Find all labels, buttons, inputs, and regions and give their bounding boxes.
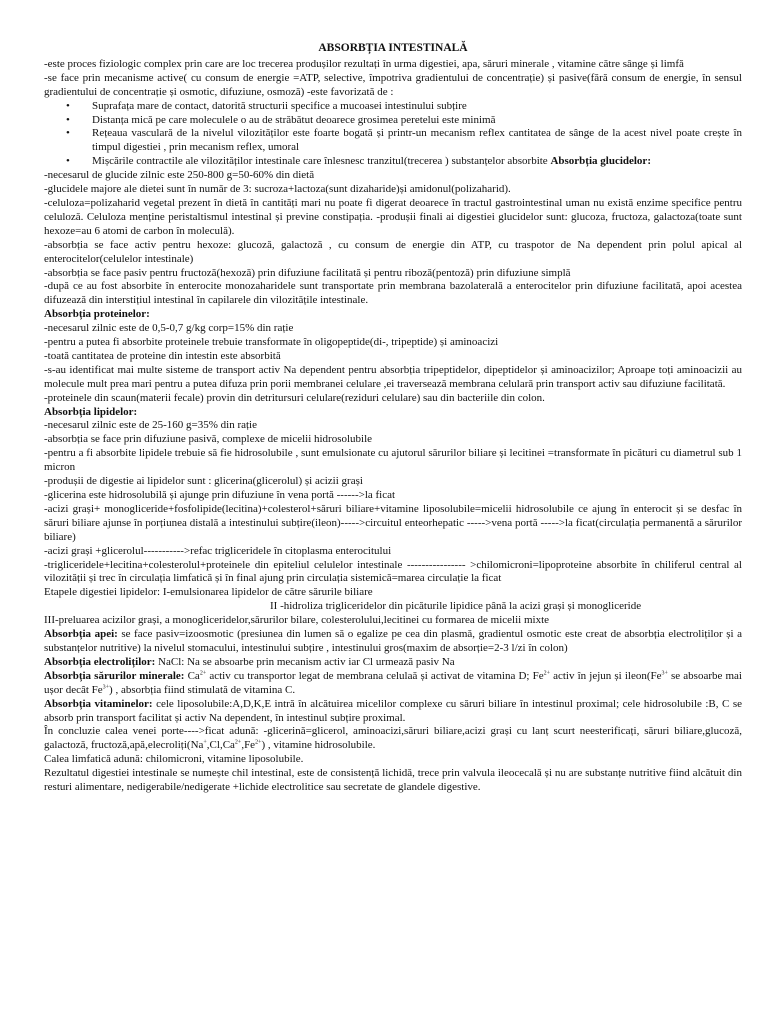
paragraph: -acizi grași+ monogliceride+fosfolipide(lecitina)+colesterol+săruri biliare+vitamine liposolubile=micelii hidrosolubile ce ajung în enterocit și se desfac în săruri biliare ajunse în porțiunea distală a intestinului subțire(ileon)----->circuitul enteorhepatic ----->vena portă ----->la ficat(circulația permanentă a sărurilor biliare) — [44, 502, 742, 543]
paragraph: -trigliceridele+lecitina+colesterolul+proteinele din epiteliul celulelor intestinale ---------------- >chilomicroni=lipoproteine absorbite în chiliferul central al vilozității și trec în circulația limfatică și în final ajung prin circulația sistemică=marea circulație la ficat — [44, 558, 742, 585]
paragraph: -necesarul zilnic este de 0,5-0,7 g/kg corp=15% din rație — [44, 322, 294, 335]
paragraph-concluzie — [44, 725, 742, 753]
page-title: ABSORBȚIA INTESTINALĂ — [318, 42, 468, 54]
bullet-text: Mișcările contractile ale vilozităților intestinale care înlesnesc tranzitul(trecerea ) substanțelor absorbite — [92, 155, 551, 168]
section-heading-proteine: Absorbția proteinelor: — [44, 308, 150, 321]
paragraph: -necesarul zilnic este de 25-160 g=35% din rație — [44, 419, 257, 432]
lipid-stage-2: II -hidroliza trigliceridelor din picăturile lipidice până la acizi grași și monogliceride — [270, 600, 642, 613]
superscript: 2+ — [199, 670, 207, 677]
paragraph: -proteinele din scaun(materii fecale) provin din detritursuri celulare(reziduri celulare) sau din bacteriile din colon. — [44, 391, 545, 404]
paragraph: -absorbția se face pasiv pentru fructoză(hexoză) prin difuziune facilitată și pentru riboză(pentoză) prin difuziune simplă — [44, 266, 571, 279]
paragraph: -pentru a fi absorbite lipidele trebuie să fie hidrosolubile , sunt emulsionate cu ajutorul sărurilor biliare și lecitinei =transformate în picături cu diametrul sub 1 micron — [44, 447, 742, 474]
paragraph: -după ce au fost absorbite în enterocite monozaharidele sunt transportate prin membrana bazolaterală a enterocitelor prin difuziune facilitată, apoi acestea difuzează din interstițiul intestinal în capilarele din vilozitățile intestinale. — [44, 280, 742, 307]
paragraph-limfa: Calea limfatică adună: chilomicroni, vitamine liposolubile. — [44, 753, 304, 766]
section-heading-glucide: Absorbția glucidelor: — [550, 155, 651, 168]
paragraph-text: se face pasiv=izoosmotic (presiunea din lumen să o egalize pe cea din plasmă, gradientul osmotic este creat de absorbția electroliților și a substanțelor nutritive) la nivelul stomacului, intestinului subțire , intestinului gros(maxim de absorție=2-3 l/zi în colon) — [44, 628, 742, 654]
intro-definition: -este proces fiziologic complex prin care are loc trecerea produșilor rezultați în urma digestiei, apa, săruri minerale , vitamine către sânge și limfă — [44, 57, 684, 70]
paragraph: -glucidele majore ale dietei sunt în număr de 3: sucroza+lactoza(sunt dizaharide)și amidonul(polizaharid). — [44, 183, 511, 196]
paragraph-saruri — [44, 670, 742, 698]
superscript: 2+ — [234, 739, 242, 746]
paragraph: -glicerina este hidrosolubilă și ajunge prin difuziune în vena portă ------>la ficat — [44, 489, 396, 501]
paragraph: -celuloza=polizaharid vegetal prezent în dietă în cantități mari nu poate fi digerat deoarece în tractul gastrointestinal uman nu există enzime specifice pentru celuloză. Celuloza menține peristaltismul intestinal și previne constipația. -produșii finali ai digestiei glucidelor sunt: glucoza, fructoza, galactoza(toate sunt hexoze=au 6 atomi de carbon în moleculă). — [44, 196, 742, 237]
lipid-stage-3: III-preluarea acizilor grași, a monogliceridelor,sărurilor bilare, colesterolului,lecitinei cu formarea de micelii mixte — [44, 614, 550, 627]
text-part: se absoarbe mai ușor decât Fe — [44, 669, 742, 696]
list-item — [92, 155, 742, 169]
paragraph-electroliti — [44, 656, 742, 670]
paragraph: -acizi grași +glicerolul----------->refac trigliceridele în citoplasma enterocitului — [44, 544, 392, 557]
list-item: • Rețeaua vasculară de la nivelul vilozităților este foarte bogată și printr-un mecanism reflex cantitatea de sânge de la acest nivel poate crește în timpul digestiei , prin mecanism reflex, umoral — [92, 127, 742, 155]
paragraph: -absorbția se face activ pentru hexoze: glucoză, galactoză , cu consum de energie din ATP, cu traspotor de Na dependent prin polul apical al enterocitelor(celulelor intestinale) — [44, 238, 742, 265]
paragraph: -pentru a putea fi absorbite proteinele trebuie transformate în oligopeptide(di-, tripeptide) și aminoacizi — [44, 336, 499, 349]
paragraph-text: NaCl: Na se absoarbe prin mecanism activ iar Cl urmează pasiv Na — [155, 655, 455, 668]
list-item: • Suprafața mare de contact, datorită structurii specifice a mucoasei intestinului subțire — [92, 100, 742, 114]
section-heading-vitamine: Absorbția vitaminelor: — [44, 697, 153, 710]
text-part: ) , absorbția fiind stimulată de vitamina C. — [109, 683, 296, 696]
superscript: + — [203, 739, 207, 746]
paragraph: -necesarul de glucide zilnic este 250-800 g=50-60% din dietă — [44, 169, 315, 182]
text-part: activ cu transportor legat de membrana celulaă și activat de vitamina D; Fe — [206, 669, 544, 682]
paragraph-vitamine — [44, 698, 742, 726]
paragraph: Etapele digestiei lipidelor: I-emulsionarea lipidelor de către sărurile biliare — [44, 586, 373, 599]
paragraph-final: Rezultatul digestiei intestinale se numește chil intestinal, este de consistență lichidă, trece prin valvula ileocecală și nu are substanțe nutritive fiind alcătuit din resturi alimentare, nedigerabile/nedigerate +lichide electrolitice sau secretate de glandele digestive. — [44, 767, 742, 794]
text-part: ) , vitamine hidrosolubile. — [261, 739, 376, 752]
superscript: 2+ — [543, 670, 550, 677]
text-part: ,Fe — [241, 739, 256, 752]
text-part: activ în jejun și ileon(Fe — [549, 669, 662, 682]
paragraph: -absorbția se face prin difuziune pasivă, complexe de micelii hidrosolubile — [44, 433, 373, 446]
section-heading-lipide: Absorbția lipidelor: — [44, 405, 138, 418]
paragraph: -toată cantitatea de proteine din intestin este absorbită — [44, 349, 281, 362]
superscript: 3+ — [661, 670, 668, 677]
section-heading-electroliti: Absorbția electroliților: — [44, 655, 156, 668]
section-heading-saruri: Absorbția sărurilor minerale: — [44, 669, 185, 682]
intro-mechanisms: -se face prin mecanisme active( cu consum de energie =ATP, selective, împotriva gradientului de concentrație) și pasive(fără consum de energie, în sensul gradientului de concentrație și osmotic, difuziune, osmoză) -este favorizată de : — [44, 71, 742, 98]
superscript: 3+ — [102, 684, 110, 691]
paragraph: -s-au identificat mai multe sisteme de transport activ Na dependent pentru absorbția tripeptidelor, dipeptidelor și aminoacizilor; Aproape toți aminoacizii au molecule mult prea mari pentru a putea difuza prin porii membranei celulare ,ei traversează membrana celulară prin transport activ sau difuziune facilitată. — [44, 363, 742, 390]
superscript: 2+ — [255, 739, 262, 746]
favoring-factors-list — [44, 100, 742, 170]
section-heading-apa: Absorbția apei: — [44, 628, 118, 641]
paragraph-text: cele liposolubile:A,D,K,E intră în alcătuirea micelilor complexe cu săruri biliare în intestinul proximal; cele hidrosolubile :B, C se absorb prin transport facilitat și activ Na dependent, în intestinul subțire proximal. — [44, 697, 742, 724]
text-part: ,Cl,Ca — [206, 739, 235, 752]
paragraph-apa — [44, 628, 742, 656]
paragraph: -produșii de digestie ai lipidelor sunt : glicerina(glicerolul) și acizii grași — [44, 475, 363, 488]
text-part: În concluzie calea venei porte---->ficat adună: -glicerină=glicerol, aminoacizi,săruri biliare,acizi grași cu lanț scurt neesterificați, săruri biliare,glucoză, galactoză, fructoză,apă,elecroliți(Na — [44, 725, 742, 752]
text-part: Ca — [184, 669, 200, 682]
list-item: • Distanța mică pe care moleculele o au de străbătut deoarece grosimea peretelui este minimă — [92, 114, 742, 128]
